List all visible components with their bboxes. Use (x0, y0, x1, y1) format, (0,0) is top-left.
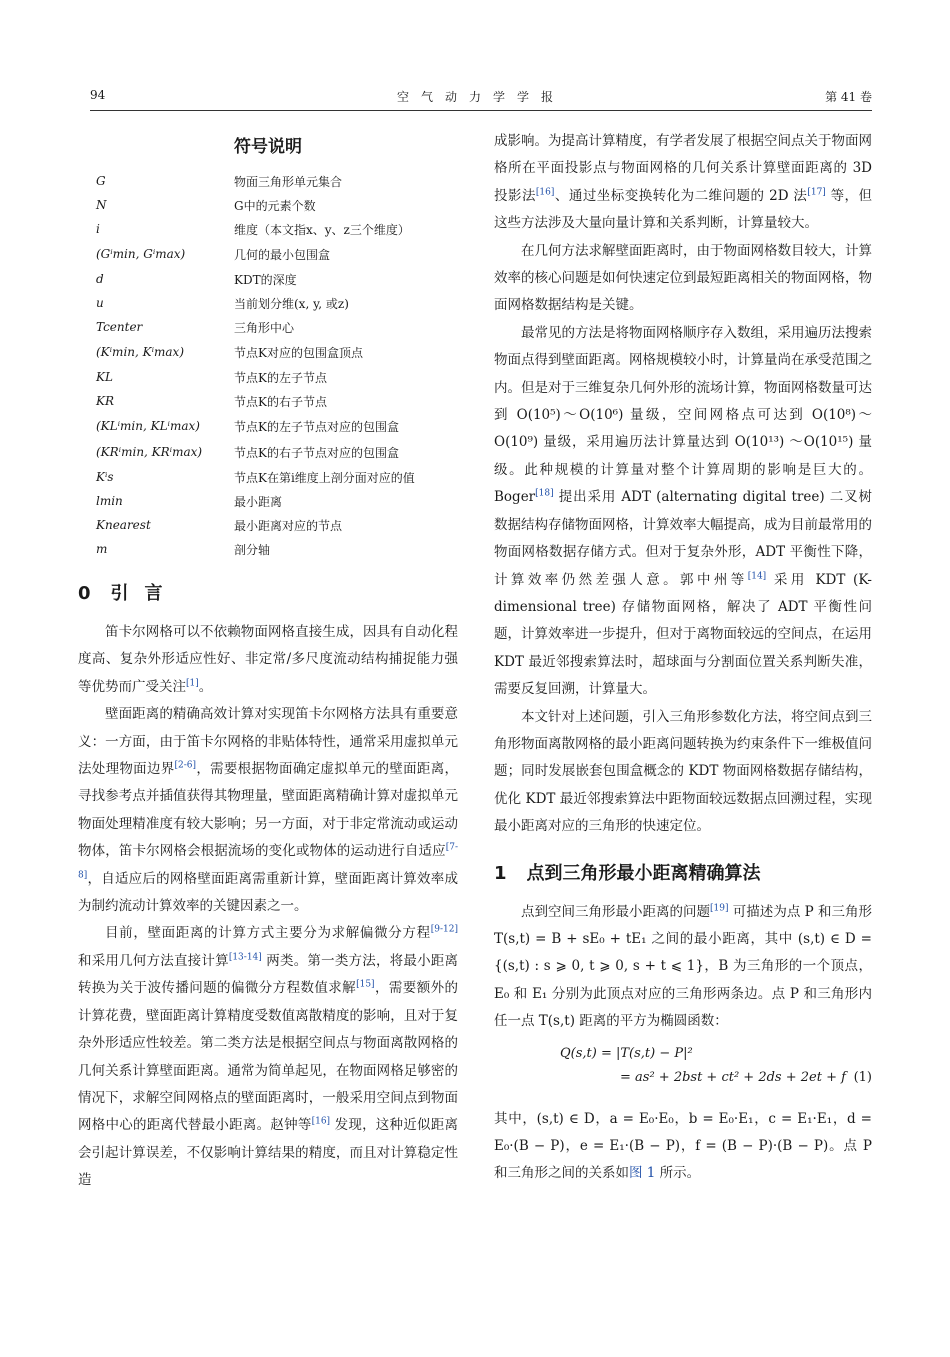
notation-symbol: i (96, 222, 100, 236)
notation-symbol: (Gⁱmin, Gⁱmax) (96, 247, 186, 261)
notation-symbol: KL (96, 370, 113, 384)
text-run: 所示。 (655, 1165, 701, 1182)
notation-desc: 节点K对应的包围盒顶点 (234, 345, 363, 360)
right-column (494, 128, 872, 1188)
notation-row (78, 315, 458, 339)
text-run: 其中，(s,t) ∈ D，a = E₀·E₀，b = E₀·E₁，c = E₁·E₁，d = E₀·(B − P)，e = E₁·(B − P)，f = (B − P)·(B − P)。点 P 和三角形之间的关系如 (494, 1110, 872, 1182)
notation-row (78, 465, 458, 489)
paragraph (494, 1106, 872, 1188)
notation-symbol: Kⁱs (96, 470, 114, 484)
section-number: 1 (494, 862, 507, 884)
text-run: 提出采用 ADT (alternating digital tree) 二叉树数据结构存储物面网格，计算效率大幅提高，成为目前最常用的物面网格数据存储方式。但对于复杂外形，ADT 平衡性下降，计算效率仍然差强人意。郭中州等 (494, 489, 872, 588)
text-run: 笛卡尔网格可以不依赖物面网格直接生成，因具有自动化程度高、复杂外形适应性好、非定常/多尺度流动结构捕捉能力强等优势而广受关注 (78, 624, 458, 695)
section-title: 引言 (110, 583, 179, 604)
notation-desc: G中的元素个数 (234, 198, 316, 213)
paragraph (494, 128, 872, 238)
text-run: ，自适应后的网格壁面距离需重新计算，壁面距离计算效率成为制约流动计算效率的关键因素之一。 (78, 870, 458, 915)
notation-symbol: d (96, 272, 104, 286)
text-run: 最常见的方法是将物面网格顺序存入数组，采用遍历法搜索物面点得到壁面距离。网格规模较小时，计算量尚在承受范围之内。但是对于三维复杂几何外形的流场计算，物面网格数量可达到 O(10⁵)～O(10⁶) 量级，空间网格点可达到 O(10⁸)～O(10⁹) 量级，采用遍历法计算量达到 O(10¹³) ～O(10¹⁵) 量级。此种规模的计算量对整个计算周期的影响是巨大的。Boger (494, 324, 872, 506)
notation-title: 符号说明 (234, 137, 302, 157)
notation-row (78, 513, 458, 537)
section-heading-intro (78, 579, 458, 605)
paragraph: 在几何方法求解壁面距离时，由于物面网格数目较大，计算效率的核心问题是如何快速定位到最短距离相关的物面网格，物面网格数据结构是关键。 (494, 242, 872, 314)
citation-link[interactable]: [19] (710, 903, 729, 914)
text-run: 点到空间三角形最小距离的问题 (521, 903, 711, 920)
text-run: 发现，这种近似距离会引起计算误差，不仅影响计算结果的精度，而且对计算稳定性造 (78, 1117, 459, 1189)
notation-desc: 节点K的左子节点 (234, 370, 327, 385)
text-run: ，需要额外的计算花费，壁面距离计算精度受数值离散精度的影响，且对于复杂外形适应性较差。第二类方法是根据空间点与物面离散网格的几何关系计算壁面距离。通常为简单起见，在物面网格足够密的情况下，求解空间网格点的壁面距离时，一般采用空间点到物面网格中心的距离代替最小距离。赵钟等 (78, 980, 459, 1134)
paragraph (494, 899, 872, 1036)
citation-link[interactable]: [16] (311, 1116, 331, 1127)
notation-desc: 最小距离对应的节点 (234, 518, 343, 533)
notation-row (78, 489, 458, 513)
notation-desc: 几何的最小包围盒 (234, 247, 331, 262)
paragraph (78, 920, 458, 1194)
notation-row (78, 267, 458, 291)
citation-link[interactable]: [13-14] (228, 952, 262, 963)
citation-link[interactable]: [9-12] (430, 924, 458, 935)
notation-symbol: G (96, 174, 106, 188)
text-run: 目前，壁面距离的计算方式主要分为求解偏微分方程 (105, 925, 431, 942)
notation-desc: 维度（本文指x、y、z三个维度） (234, 222, 410, 237)
figure-link[interactable]: 图 1 (629, 1165, 656, 1182)
notation-row (78, 291, 458, 315)
notation-desc: 剖分轴 (234, 542, 271, 557)
text-run: 。 (198, 678, 213, 695)
notation-row (78, 537, 458, 561)
text-run: 可描述为点 P 和三角形 T(s,t) = B + sE₀ + tE₁ 之间的最小距离，其中 (s,t) ∈ D = {(s,t) : s ⩾ 0, t ⩾ 0, s + t ⩽ 1}，B 为三角形的一个顶点，E₀ 和 E₁ 分别为此顶点对应的三角形两条边。点 P 和三角形内任一点 T(s,t) 距离的平方为椭圆函数： (494, 903, 872, 1030)
left-column (78, 128, 458, 1195)
notation-symbol: m (96, 542, 108, 556)
text-run: 、通过坐标变换转化为二维问题的 2D 法 (554, 187, 808, 204)
text-run: ，需要根据物面确定虚拟单元的壁面距离，寻找参考点并插值获得其物理量，壁面距离精确计算对虚拟单元物面处理精准度有较大影响；另一方面，对于非定常流动或运动物体，笛卡尔网格会根据流场的变化或物体的运动进行自适应 (78, 761, 459, 860)
notation-symbol: (KLⁱmin, KLⁱmax) (96, 419, 200, 433)
equation-line: = as² + 2bst + ct² + 2ds + 2et + f (620, 1069, 846, 1085)
volume-label: 第 41 卷 (825, 90, 872, 104)
notation-symbol: (Kⁱmin, Kⁱmax) (96, 345, 184, 359)
section-number: 0 (78, 583, 91, 604)
equation-1 (494, 1044, 872, 1100)
text-run: 采用 KDT (K-dimensional tree) 存储物面网格，解决了 ADT 平衡性问题，计算效率进一步提升，但对于离物面较远的空间点，在运用 KDT 最近邻搜索算法时，超球面与分割面位置关系判断失准，需要反复回溯，计算量大。 (494, 571, 872, 698)
notation-symbol: (KRⁱmin, KRⁱmax) (96, 445, 203, 459)
equation-number: (1) (853, 1069, 872, 1085)
notation-row (78, 193, 458, 217)
notation-row (78, 439, 458, 465)
text-run: 成影响。为提高计算精度，有学者发展了根据空间点关于物面网格所在平面投影点与物面网格的几何关系计算壁面距离的 3D 投影法 (494, 133, 872, 204)
paragraph: 本文针对上述问题，引入三角形参数化方法，将空间点到三角形物面离散网格的最小距离问题转换为约束条件下一维极值问题；同时发展嵌套包围盒概念的 KDT 物面网格数据存储结构，优化 KDT 最近邻搜索算法中距物面较远数据点回溯过程，实现最小距离对应的三角形的快速定位。 (494, 708, 872, 835)
notation-list (78, 169, 458, 561)
notation-row (78, 413, 458, 439)
notation-desc: 节点K的右子节点 (234, 394, 327, 409)
notation-row (78, 169, 458, 193)
notation-symbol: Tcenter (96, 320, 143, 334)
running-header (90, 88, 872, 111)
notation-symbol: N (96, 198, 107, 212)
text-run: 壁面距离的精确高效计算对实现笛卡尔网格方法具有重要意义：一方面，由于笛卡尔网格的非贴体特性，通常采用虚拟单元法处理物面边界 (78, 706, 458, 778)
notation-row (78, 241, 458, 267)
notation-desc: 节点K的右子节点对应的包围盒 (234, 445, 399, 460)
notation-desc: 节点K在第i维度上剖分面对应的值 (234, 470, 415, 485)
equation-line: Q(s,t) = |T(s,t) − P|² (560, 1045, 693, 1061)
notation-desc: 节点K的左子节点对应的包围盒 (234, 419, 399, 434)
text-run: 两类。第一类方法，将最小距离转换为关于波传播问题的偏微分方程数值求解 (78, 952, 459, 997)
notation-row (78, 389, 458, 413)
citation-link[interactable]: [17] (807, 187, 826, 198)
notation-desc: 最小距离 (234, 494, 283, 509)
notation-symbol: Knearest (96, 518, 151, 532)
notation-desc: KDT的深度 (234, 272, 297, 287)
page-number: 94 (90, 88, 106, 102)
citation-link[interactable]: [1] (186, 678, 199, 689)
notation-row (78, 339, 458, 365)
notation-symbol: u (96, 296, 104, 310)
section-heading-1 (494, 859, 872, 885)
paragraph (78, 619, 458, 701)
notation-row (78, 217, 458, 241)
citation-link[interactable]: [16] (535, 187, 555, 198)
notation-desc: 三角形中心 (234, 320, 295, 335)
section-title: 点到三角形最小距离精确算法 (526, 862, 761, 884)
citation-link[interactable]: [7-8] (78, 842, 458, 881)
notation-row (78, 365, 458, 389)
paragraph (78, 701, 458, 920)
citation-link[interactable]: [2-6] (174, 760, 197, 771)
citation-link[interactable]: [14] (747, 571, 767, 581)
notation-symbol: lmin (96, 494, 123, 508)
text-run: 和采用几何方法直接计算 (78, 952, 229, 969)
citation-link[interactable]: [15] (356, 979, 375, 990)
text-run: 等，但这些方法涉及大量向量计算和关系判断，计算量较大。 (494, 187, 873, 232)
notation-desc: 当前划分维(x, y, 或z) (234, 296, 349, 311)
notation-desc: 物面三角形单元集合 (234, 174, 343, 189)
paragraph (494, 320, 872, 704)
journal-title: 空气动力学学报 (396, 90, 565, 104)
notation-symbol: KR (96, 394, 114, 408)
citation-link[interactable]: [18] (535, 488, 554, 499)
